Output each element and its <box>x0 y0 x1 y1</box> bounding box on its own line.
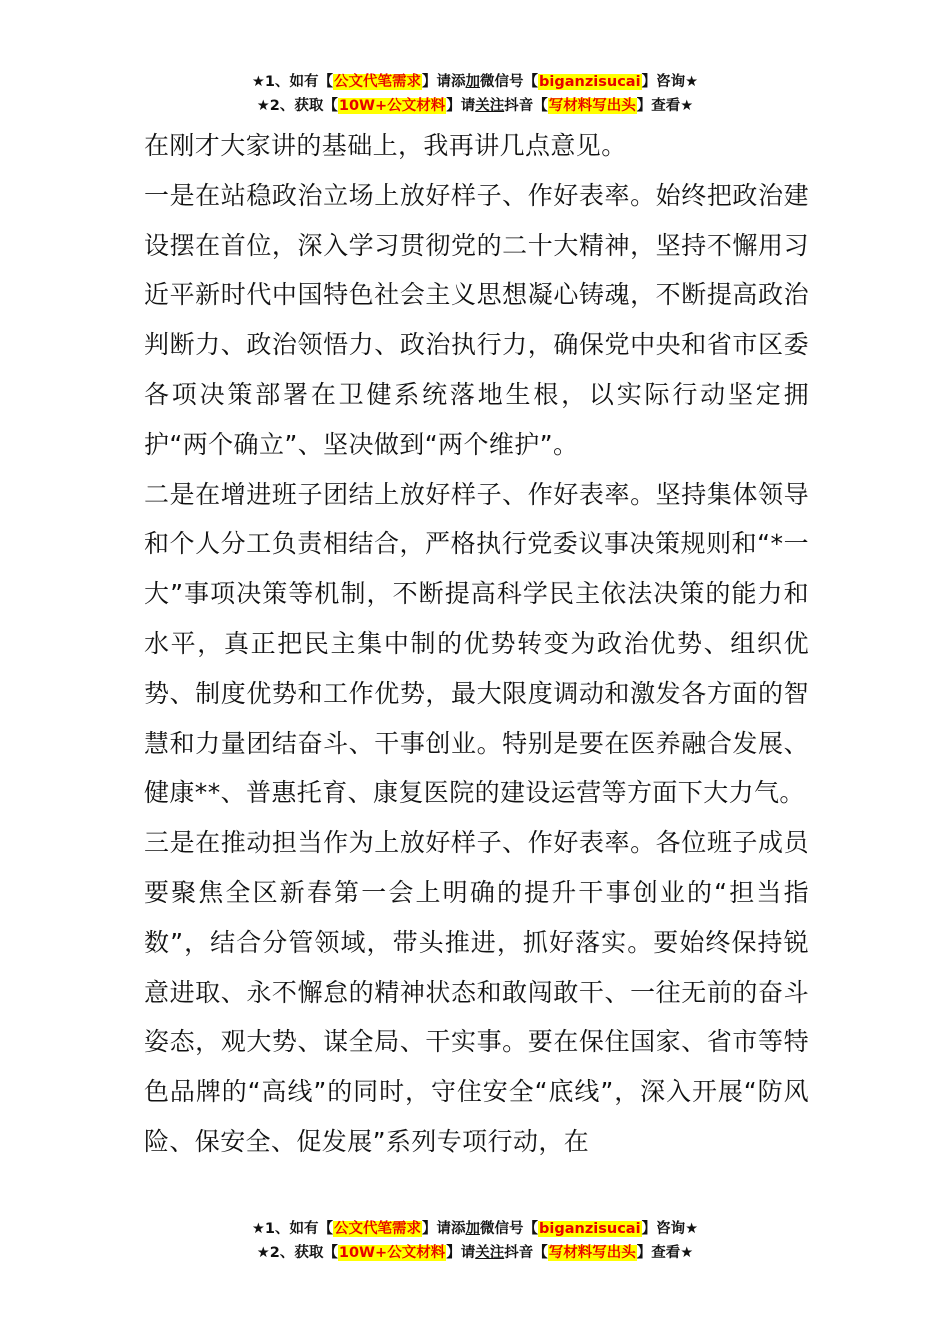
banner-line-1 <box>0 70 950 94</box>
banner-text: 】请添 <box>422 74 466 90</box>
highlight-materials: 10W+公文材料 <box>338 1245 446 1261</box>
banner-text: ★2、获取【 <box>256 98 338 114</box>
paragraph-point-2: 二是在增进班子团结上放好样子、作好表率。坚持集体领导和个人分工负责相结合，严格执行党委议事决策规则和“*一大”事项决策等机制，不断提高科学民主依法决策的能力和水平，真正把民主集中制的优势转变为政治优势、组织优势、制度优势和工作优势，最大限度调动和激发各方面的智慧和力量团结奋斗、干事创业。特别是要在医养融合发展、健康**、普惠托育、康复医院的建设运营等方面下大力气。 <box>144 479 809 808</box>
banner-text: 】请 <box>446 1245 476 1261</box>
banner-text: 】请 <box>446 98 476 114</box>
banner-text: 抖音【 <box>504 98 548 114</box>
banner-text: 】查看★ <box>636 1245 694 1261</box>
highlight-service: 公文代笔需求 <box>334 74 422 90</box>
highlight-wechat-id: biganzisucai <box>539 1221 641 1237</box>
banner-text: 微信号【 <box>480 74 539 90</box>
banner-text: 】查看★ <box>636 98 694 114</box>
banner-underlined: 关注 <box>475 98 505 114</box>
paragraph-intro: 在刚才大家讲的基础上，我再讲几点意见。 <box>144 131 627 160</box>
banner-underlined: 关注 <box>475 1245 505 1261</box>
paragraph-point-3: 三是在推动担当作为上放好样子、作好表率。各位班子成员要聚焦全区新春第一会上明确的提升干事创业的“担当指数”，结合分管领域，带头推进，抓好落实。要始终保持锐意进取、永不懈怠的精神状态和敢闯敢干、一往无前的奋斗姿态，观大势、谋全局、干实事。要在保住国家、省市等特色品牌的“高线”的同时，守住安全“底线”，深入开展“防风险、保安全、促发展”系列专项行动，在 <box>144 828 809 1156</box>
banner-text: 抖音【 <box>504 1245 548 1261</box>
banner-line-2 <box>0 1241 950 1265</box>
highlight-douyin: 写材料写出头 <box>548 1245 636 1261</box>
banner-text: ★1、如有【 <box>251 1221 334 1237</box>
highlight-materials: 10W+公文材料 <box>338 98 446 114</box>
bottom-banner <box>0 1217 950 1265</box>
banner-text: ★2、获取【 <box>256 1245 338 1261</box>
document-body <box>144 121 809 1167</box>
highlight-douyin: 写材料写出头 <box>548 98 636 114</box>
banner-line-2 <box>0 94 950 118</box>
top-banner <box>0 70 950 118</box>
banner-text: 】咨询★ <box>641 74 699 90</box>
banner-line-1 <box>0 1217 950 1241</box>
banner-underlined: 加 <box>465 1221 481 1237</box>
banner-text: 微信号【 <box>480 1221 539 1237</box>
banner-text: 】请添 <box>422 1221 466 1237</box>
highlight-wechat-id: biganzisucai <box>539 74 641 90</box>
banner-text: 】咨询★ <box>641 1221 699 1237</box>
banner-underlined: 加 <box>465 74 481 90</box>
highlight-service: 公文代笔需求 <box>334 1221 422 1237</box>
banner-text: ★1、如有【 <box>251 74 334 90</box>
paragraph-point-1: 一是在站稳政治立场上放好样子、作好表率。始终把政治建设摆在首位，深入学习贯彻党的二十大精神，坚持不懈用习近平新时代中国特色社会主义思想凝心铸魂，不断提高政治判断力、政治领悟力、政治执行力，确保党中央和省市区委各项决策部署在卫健系统落地生根，以实际行动坚定拥护“两个确立”、坚决做到“两个维护”。 <box>144 180 809 459</box>
